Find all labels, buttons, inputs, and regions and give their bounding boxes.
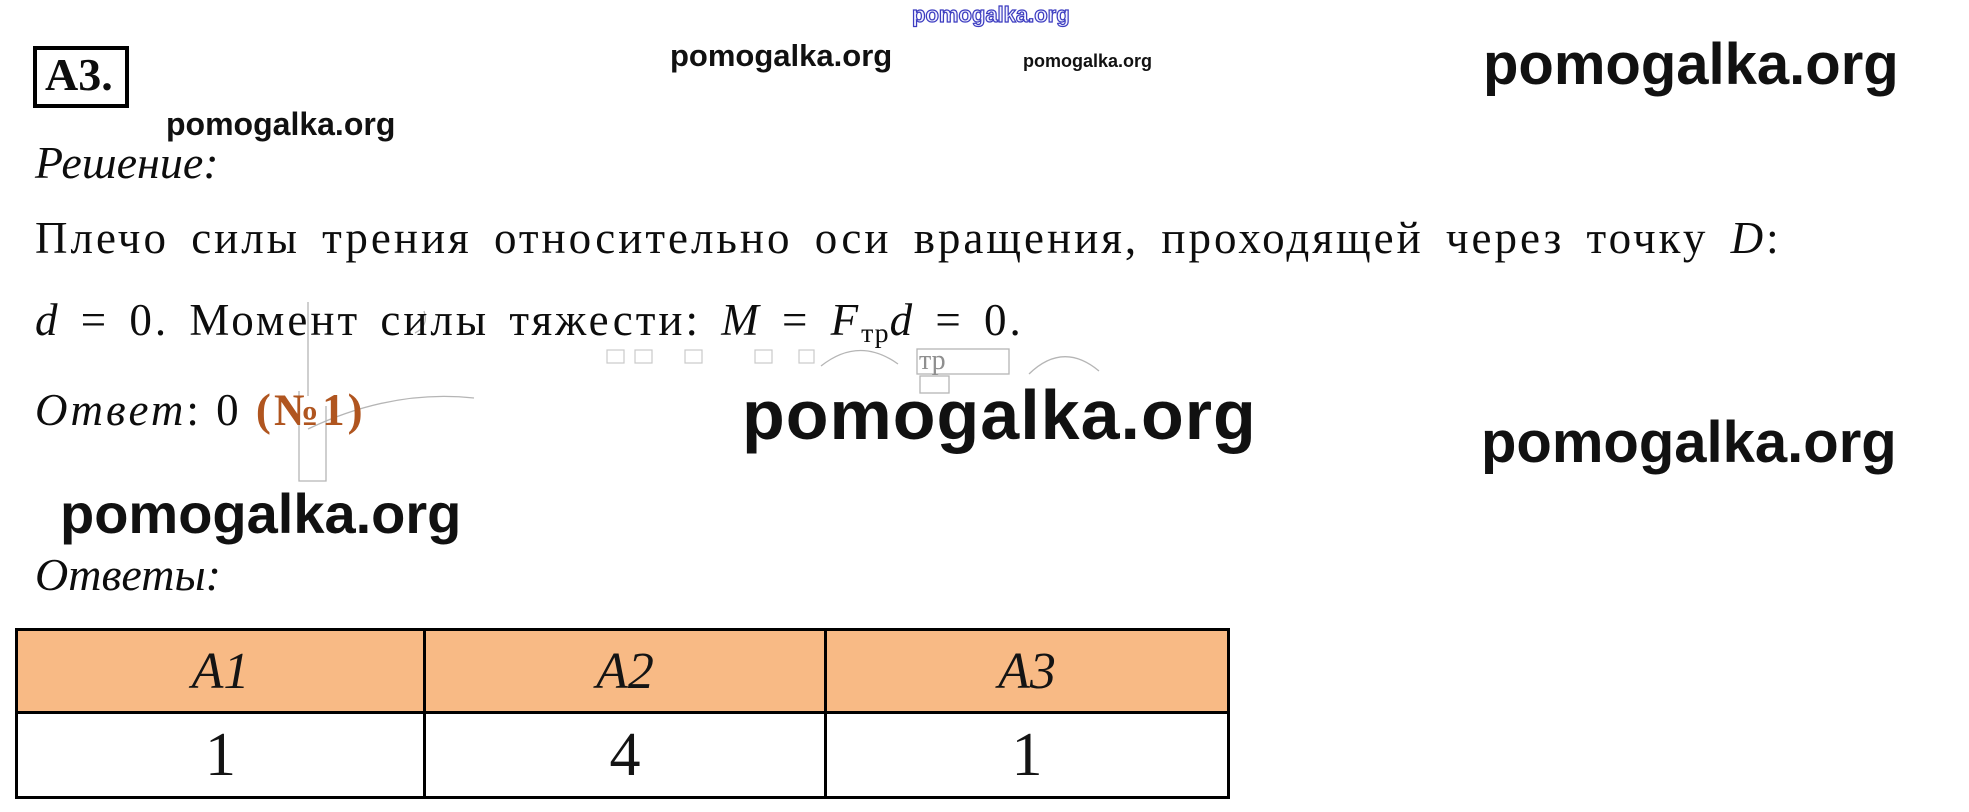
value-cell-a3: 1 [826,713,1229,798]
watermark-top-center-small: pomogalka.org [1023,51,1153,71]
watermark-middle-center: pomogalka.org [742,376,1257,454]
formula-eq-1: = 0. [60,295,190,345]
answer-value: 0 [216,385,256,435]
header-cell-a3: А3 [826,630,1229,713]
answers-table-header-row [17,630,1229,713]
answers-table [15,628,1230,799]
answer-label: Ответ [35,385,187,435]
answer-line [35,385,366,435]
watermark-top-center: pomogalka.org [670,38,893,73]
answer-number-badge: (№1) [255,385,366,435]
ghost-subscript-artifact: тр [919,345,946,376]
line1-tail: : [1766,213,1782,263]
formula-var-M: M [721,295,762,345]
formula-var-d2: d [889,295,916,345]
solution-heading: Решение: [35,137,219,188]
formula-var-F: F [830,295,862,345]
formula-eq-3: = 0. [915,295,1024,345]
formula-var-d: d [35,295,61,345]
watermark-top-blue: pomogalka.org [912,2,1070,27]
solution-line-1 [35,213,1782,263]
watermark-lower-left: pomogalka.org [60,482,462,545]
problem-number-box: А3. [33,46,129,108]
line1-variable-D: D [1730,213,1767,263]
line1-text: Плечо силы трения относительно оси вращения, проходящей через точку [35,213,1731,263]
answers-heading: Ответы: [35,549,221,600]
formula-subscript-tr: тр [861,317,890,349]
watermark-under-label: pomogalka.org [166,106,396,142]
header-cell-a2: А2 [425,630,826,713]
value-cell-a2: 4 [425,713,826,798]
header-cell-a1: А1 [17,630,425,713]
answers-table-value-row [17,713,1229,798]
value-cell-a1: 1 [17,713,425,798]
line2-text: Момент силы тяжести: [189,295,722,345]
formula-eq-2: = [761,295,831,345]
solution-line-2 [35,295,1024,349]
watermark-middle-right: pomogalka.org [1481,410,1897,475]
answer-separator: : [186,385,217,435]
watermark-top-right: pomogalka.org [1483,32,1899,97]
